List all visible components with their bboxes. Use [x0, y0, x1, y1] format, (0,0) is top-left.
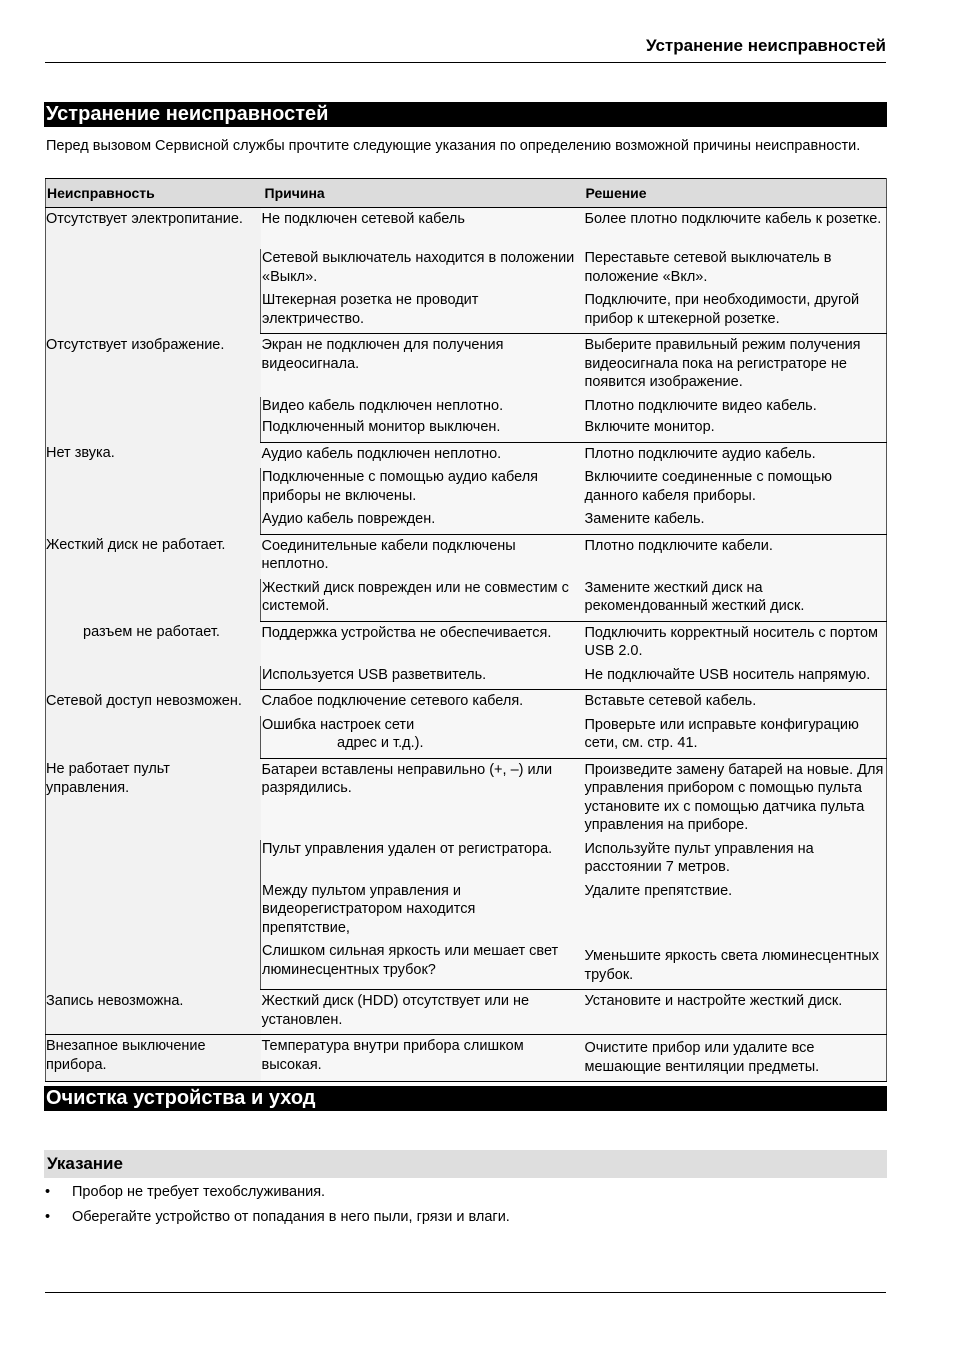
cause-text: Слишком сильная яркость или мешает свет люминесцентных трубок? — [262, 943, 559, 978]
solution-text: Установите и настройте жесткий диск. — [584, 993, 843, 1009]
solution-text: Замените жесткий диск на рекомендованный жесткий диск. — [584, 579, 805, 614]
solution-text: Включиите соединенные с помощью данного кабеля приборы. — [584, 469, 832, 504]
cause-line: адрес и т.д.). — [337, 735, 424, 751]
table-row — [46, 758, 887, 840]
fault-text: Жесткий диск не работает. — [46, 537, 226, 553]
cause-text: Не подключен сетевой кабель — [261, 211, 465, 227]
cause-text: Поддержка устройства не обеспечивается. — [261, 624, 552, 641]
cause-text: Жесткий диск поврежден или не совместим с системой. — [262, 579, 569, 614]
table-row — [46, 621, 887, 666]
fault-text: Отсутствует изображение. — [46, 336, 225, 353]
table-row — [46, 334, 887, 397]
intro-paragraph: Перед вызовом Сервисной службы прочтите следующие указания по определению возможной причины неисправности. — [46, 138, 861, 154]
cause-text: Подключенный монитор выключен. — [262, 419, 501, 435]
solution-text: Подключите, при необходимости, другой прибор к штекерной розетке. — [584, 292, 860, 327]
fault-text: Нет звука. — [46, 445, 115, 461]
solution-text: Плотно подключите видео кабель. — [584, 397, 817, 414]
cause-text: Экран не подключен для получения видеосигнала. — [261, 337, 504, 372]
fault-text: Сетевой доступ невозможен. — [46, 692, 242, 709]
fault-text: Внезапное выключение прибора. — [46, 1038, 206, 1073]
table-row — [46, 208, 887, 250]
cause-text: Используется USB разветвитель. — [262, 666, 487, 683]
table-row — [46, 690, 887, 716]
list-item — [45, 1181, 510, 1206]
cause-text: Видео кабель подключен неплотно. — [262, 397, 504, 414]
table-row — [46, 534, 887, 579]
table-row — [46, 1035, 887, 1082]
list-item-text: Пробор не требует техобслуживания. — [72, 1184, 326, 1200]
table-header-row — [46, 179, 887, 208]
fault-cell — [46, 534, 261, 621]
fault-cell — [46, 690, 261, 759]
solution-text: Удалите препятствие. — [584, 882, 733, 899]
fault-text: Отсутствует электропитание. — [46, 211, 243, 227]
fault-cell — [46, 621, 261, 690]
cause-text: Пульт управления удален от регистратора. — [262, 840, 553, 857]
fault-cell — [46, 334, 261, 443]
column-header-cause: Причина — [261, 179, 581, 208]
solution-text: Очистите прибор или удалите все мешающие вентиляции предметы. — [584, 1040, 820, 1075]
fault-cell — [46, 1035, 261, 1082]
fault-text: Запись невозможна. — [46, 992, 184, 1009]
cause-text: Аудио кабель поврежден. — [262, 511, 436, 527]
solution-text: Произведите замену батарей на новые. Для управления прибором с помощью пульта установите их с помощью датчика пульта управления на приборе. — [584, 761, 884, 833]
cause-text: Аудио кабель подключен неплотно. — [261, 445, 502, 462]
solution-text: Более плотно подключите кабель к розетке. — [584, 211, 882, 227]
fault-text: разъем не работает. — [83, 624, 220, 640]
solution-text: Уменьшите яркость света люминесцентных трубок. — [584, 948, 879, 983]
cause-text: Соединительные кабели подключены неплотно. — [261, 537, 516, 572]
solution-text: Выберите правильный режим получения видеосигнала пока на регистраторе не появится изображение. — [584, 337, 861, 390]
solution-text: Используйте пульт управления на расстоянии 7 метров. — [584, 840, 814, 875]
fault-cell — [46, 208, 261, 334]
column-header-fault: Неисправность — [46, 179, 261, 208]
solution-text: Вставьте сетевой кабель. — [584, 693, 757, 709]
cause-text: Сетевой выключатель находится в положении «Выкл». — [262, 250, 575, 285]
solution-text: Подключить корректный носитель с портом USB 2.0. — [584, 624, 878, 659]
solution-text: Проверьте или исправьте конфигурацию сети, см. стр. 41. — [584, 716, 859, 751]
solution-text: Замените кабель. — [584, 511, 705, 527]
column-header-solution: Решение — [581, 179, 887, 208]
cause-text: Батареи вставлены неправильно (+, –) или разрядились. — [261, 761, 553, 796]
cause-text: Жесткий диск (HDD) отсутствует или не установлен. — [261, 993, 530, 1028]
fault-cell — [46, 758, 261, 990]
cause-text: Подключенные с помощью аудио кабеля приборы не включены. — [262, 469, 539, 504]
cause-text — [261, 716, 581, 758]
note-list — [45, 1181, 510, 1231]
solution-text: Не подключайте USB носитель напрямую. — [584, 666, 871, 683]
bullet-icon: • — [45, 1209, 51, 1225]
bullet-icon: • — [45, 1184, 51, 1200]
section-title-troubleshooting: Устранение неисправностей — [44, 102, 887, 127]
fault-text: Не работает пульт управления. — [46, 761, 170, 796]
table-row — [46, 442, 887, 468]
note-heading: Указание — [44, 1150, 887, 1178]
cause-line: Ошибка настроек сети — [262, 716, 415, 733]
list-item — [45, 1206, 510, 1231]
cause-text: Температура внутри прибора слишком высокая. — [261, 1038, 524, 1073]
solution-text: Плотно подключите кабели. — [584, 537, 773, 554]
section-title-cleaning: Очистка устройства и уход — [44, 1086, 887, 1111]
list-item-text: Оберегайте устройство от попадания в него пыли, грязи и влаги. — [72, 1209, 510, 1225]
fault-cell — [46, 442, 261, 534]
solution-text: Плотно подключите аудио кабель. — [584, 445, 816, 462]
table-row — [46, 990, 887, 1035]
solution-text: Включите монитор. — [584, 419, 715, 435]
cause-text: Между пультом управления и видеорегистратором находится препятствие, — [262, 882, 476, 936]
cause-text: Слабое подключение сетевого кабеля. — [261, 693, 524, 709]
footer-rule — [45, 1292, 886, 1293]
cause-text: Штекерная розетка не проводит электричество. — [262, 292, 479, 327]
running-header: Устранение неисправностей — [45, 36, 886, 63]
solution-text: Переставьте сетевой выключатель в положение «Вкл». — [584, 250, 832, 285]
fault-cell — [46, 990, 261, 1035]
troubleshooting-table — [45, 178, 887, 1082]
